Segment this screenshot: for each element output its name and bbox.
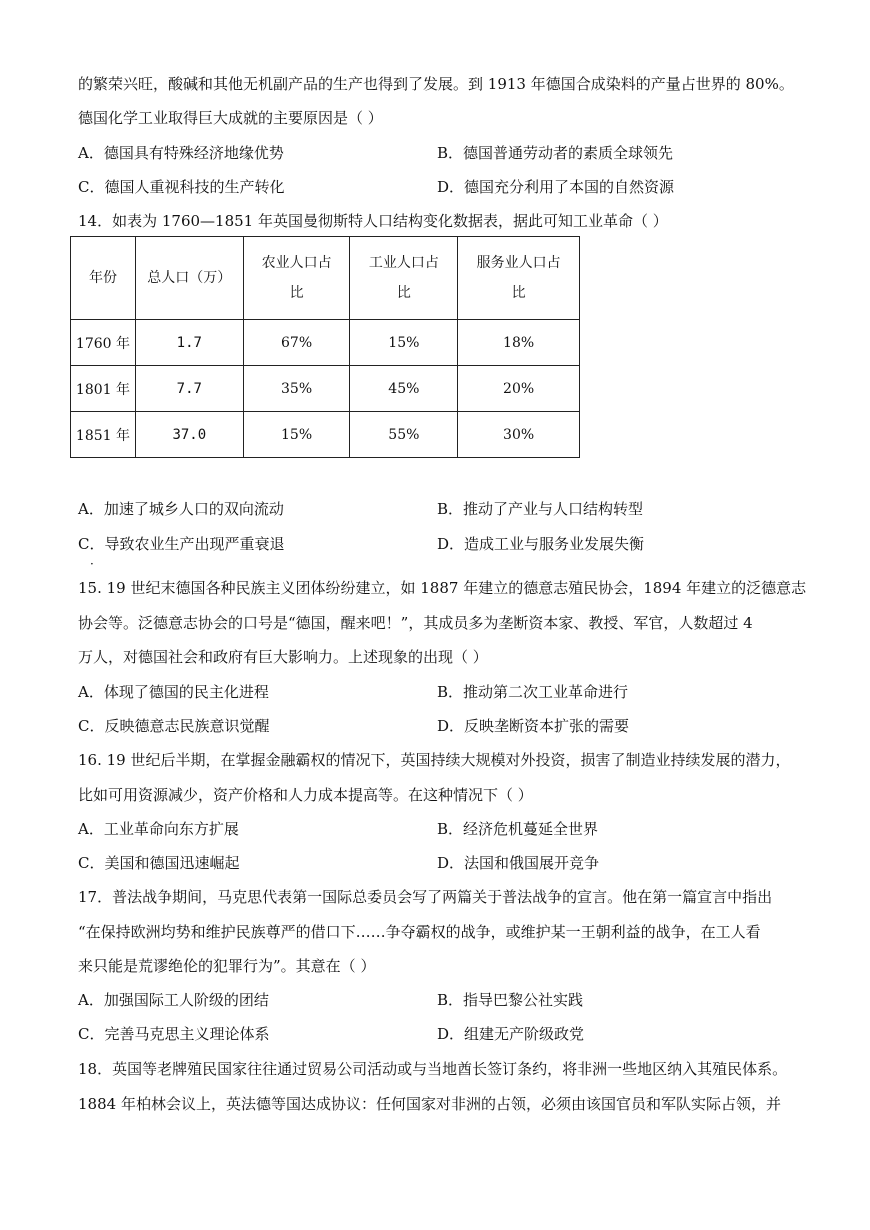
table-row xyxy=(71,320,580,366)
q17-option-a: A．加强国际工人阶级的团结 xyxy=(78,991,269,1009)
cell-agriculture: 67% xyxy=(243,320,350,366)
q13-stem-line-2: 德国化学工业取得巨大成就的主要原因是（ ） xyxy=(78,109,383,127)
cell-year: 1851 年 xyxy=(71,412,136,458)
header-service-share: 服务业人口占 比 xyxy=(458,237,580,320)
cell-year: 1760 年 xyxy=(71,320,136,366)
q15-option-a: A．体现了德国的民主化进程 xyxy=(78,683,269,701)
q13-option-c: C．德国人重视科技的生产转化 xyxy=(78,178,285,196)
q16-option-d: D．法国和俄国展开竞争 xyxy=(437,854,600,872)
cell-service: 20% xyxy=(458,366,580,412)
q18-stem-line-1: 18．英国等老牌殖民国家往往通过贸易公司活动或与当地酋长签订条约，将非洲一些地区纳入其殖民体系。 xyxy=(78,1060,788,1078)
q13-stem-line-1: 的繁荣兴旺，酸碱和其他无机副产品的生产也得到了发展。到 1913 年德国合成染料的产量占世界的 80%。 xyxy=(78,75,794,93)
q15-option-d: D．反映垄断资本扩张的需要 xyxy=(437,717,630,735)
q14-stem: 14．如表为 1760—1851 年英国曼彻斯特人口结构变化数据表，据此可知工业革命（ ） xyxy=(78,212,668,230)
q17-option-d: D．组建无产阶级政党 xyxy=(437,1025,585,1043)
q14-option-c: C．导致农业生产出现严重衰退 xyxy=(78,535,285,553)
q17-option-b: B．指导巴黎公社实践 xyxy=(437,991,584,1009)
q17-stem-line-1: 17．普法战争期间，马克思代表第一国际总委员会写了两篇关于普法战争的宣言。他在第一篇宣言中指出 xyxy=(78,888,773,906)
cell-year: 1801 年 xyxy=(71,366,136,412)
cell-total: 37.0 xyxy=(135,412,243,458)
q15-stem-line-2: 协会等。泛德意志协会的口号是“德国，醒来吧！”，其成员多为垄断资本家、教授、军官，人数超过 4 xyxy=(78,614,753,632)
table-row xyxy=(71,366,580,412)
q15-stem-line-3: 万人，对德国社会和政府有巨大影响力。上述现象的出现（ ） xyxy=(78,648,488,666)
header-year: 年份 xyxy=(71,237,136,320)
q15-option-b: B．推动第二次工业革命进行 xyxy=(437,683,629,701)
q17-stem-line-3: 来只能是荒谬绝伦的犯罪行为”。其意在（ ） xyxy=(78,957,376,975)
q16-stem-line-2: 比如可用资源减少，资产价格和人力成本提高等。在这种情况下（ ） xyxy=(78,786,533,804)
cell-agriculture: 15% xyxy=(243,412,350,458)
q14-option-b: B．推动了产业与人口结构转型 xyxy=(437,500,644,518)
header-total-population: 总人口（万） xyxy=(135,237,243,320)
cell-agriculture: 35% xyxy=(243,366,350,412)
q13-option-b: B．德国普通劳动者的素质全球领先 xyxy=(437,144,674,162)
table-header-row xyxy=(71,237,580,320)
q15-option-c: C．反映德意志民族意识觉醒 xyxy=(78,717,270,735)
cell-industry: 55% xyxy=(350,412,458,458)
q16-option-c: C．美国和德国迅速崛起 xyxy=(78,854,240,872)
cell-industry: 15% xyxy=(350,320,458,366)
q17-stem-line-2: “在保持欧洲均势和维护民族尊严的借口下……争夺霸权的战争，或维护某一王朝利益的战争，在工人看 xyxy=(78,923,761,941)
cell-total: 1.7 xyxy=(135,320,243,366)
q18-stem-line-2: 1884 年柏林会议上，英法德等国达成协议：任何国家对非洲的占领，必须由该国官员和军队实际占领，并 xyxy=(78,1095,781,1113)
q16-option-a: A．工业革命向东方扩展 xyxy=(78,820,239,838)
header-agriculture-share: 农业人口占 比 xyxy=(243,237,350,320)
q14-option-a: A．加速了城乡人口的双向流动 xyxy=(78,500,284,518)
cell-service: 18% xyxy=(458,320,580,366)
header-industry-share: 工业人口占 比 xyxy=(350,237,458,320)
stray-dot-mark: · xyxy=(90,557,94,571)
q16-option-b: B．经济危机蔓延全世界 xyxy=(437,820,599,838)
table-row xyxy=(71,412,580,458)
q16-stem-line-1: 16. 19 世纪后半期，在掌握金融霸权的情况下，英国持续大规模对外投资，损害了制造业持续发展的潜力， xyxy=(78,751,791,769)
q14-option-d: D．造成工业与服务业发展失衡 xyxy=(437,535,645,553)
cell-total: 7.7 xyxy=(135,366,243,412)
q15-stem-line-1: 15. 19 世纪末德国各种民族主义团体纷纷建立，如 1887 年建立的德意志殖民协会，1894 年建立的泛德意志 xyxy=(78,579,807,597)
q17-option-c: C．完善马克思主义理论体系 xyxy=(78,1025,270,1043)
q13-option-a: A．德国具有特殊经济地缘优势 xyxy=(78,144,284,162)
cell-industry: 45% xyxy=(350,366,458,412)
population-table xyxy=(70,236,580,458)
q13-option-d: D．德国充分利用了本国的自然资源 xyxy=(437,178,675,196)
cell-service: 30% xyxy=(458,412,580,458)
